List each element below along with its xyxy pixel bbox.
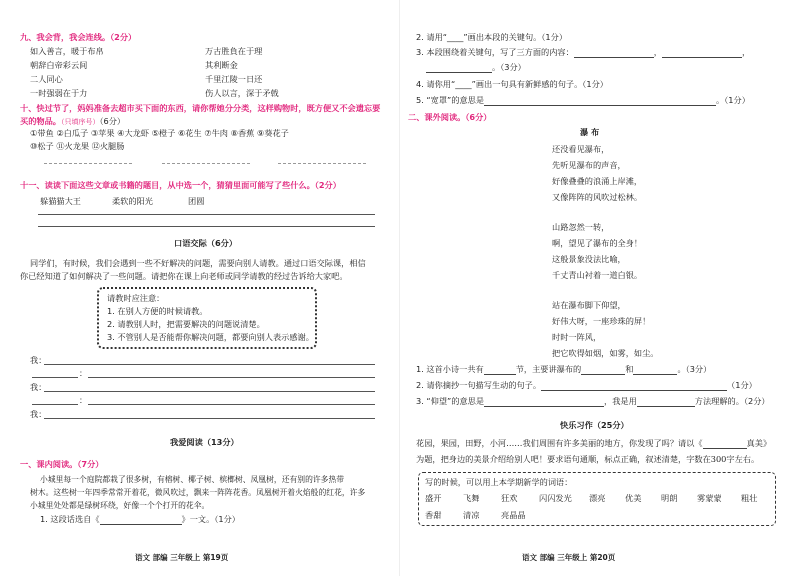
- writing-prompt-1-text: 花园，果园，田野，小河……我们周围有许多美丽的地方，你发现了吗？请以《: [416, 438, 703, 448]
- poem-q2-score: （1分）: [727, 380, 757, 390]
- writing-prompt-1: [416, 438, 771, 449]
- word-bank-word: 闪闪发光: [539, 493, 572, 503]
- q10-hint: （只填序号）: [60, 118, 100, 126]
- poem-s2-l3: 这般景象没法比喻，: [552, 254, 626, 264]
- q10-answer-blank-3[interactable]: [278, 163, 366, 164]
- writing-prompt-2: 为题，把身边的美景介绍给别人吧！要求语句通顺，标点正确，叙述清楚，字数在300字左右。: [416, 454, 760, 464]
- dialog-line-2[interactable]: [88, 377, 375, 378]
- writing-title-blank[interactable]: [703, 440, 747, 449]
- poem-q1-score: 。（3分）: [677, 364, 712, 374]
- reading-q1-score: 》一文。（1分）: [181, 514, 240, 524]
- q10-heading: [20, 102, 385, 129]
- q9-left-1: 如入善言，暖于布帛: [30, 46, 104, 56]
- reading-text-1: 小城里每一个庭院都栽了很多树，有榕树、椰子树、槟榔树、凤凰树，还有别的许多热带: [40, 475, 345, 484]
- word-bank-word: 清凉: [463, 510, 480, 520]
- reading-q3-text: 3. 本段围绕着关键句，写了三方面的内容：: [416, 47, 574, 57]
- reading-q3-score: 。（3分）: [492, 62, 526, 72]
- poem-q2-blank[interactable]: [541, 382, 727, 391]
- reading-q3-blank-1[interactable]: [574, 49, 654, 58]
- reading-q3-blank-2[interactable]: [662, 49, 742, 58]
- q11-heading: 十一、读读下面这些文章或书籍的题目，从中选一个，猜猜里面可能写了些什么。（2分）: [20, 180, 341, 190]
- dialog-colon-4: ：: [79, 395, 88, 405]
- reading-q3-line2: [426, 62, 526, 73]
- dialog-speaker-me-3: 我：: [30, 382, 47, 392]
- reading-q1-text: 1. 这段话选自《: [40, 514, 100, 524]
- right-footer: 语文 部编 三年级上 第20页: [522, 553, 616, 562]
- q9-heading: 九、我会背，我会连线。（2分）: [20, 32, 137, 42]
- poem-q1: [416, 364, 711, 375]
- reading-q5: [416, 95, 750, 106]
- poem-q3-score: 方法理解的。（2分）: [694, 396, 770, 406]
- oral-tip-1: 1. 在别人方便的时候请教。: [107, 306, 208, 316]
- reading-q5-blank[interactable]: [484, 97, 716, 106]
- word-bank-word: 明朗: [661, 493, 678, 503]
- dialog-colon-2: ：: [79, 368, 88, 378]
- q10-score: （6分）: [99, 116, 126, 126]
- poem-s3-l4: 把它吹得如烟，如雾，如尘。: [552, 348, 659, 358]
- q10-answer-blank-1[interactable]: [44, 163, 132, 164]
- poem-s1-l3: 好像叠叠的浪涌上岸滩，: [552, 176, 643, 186]
- oral-tips-box: [97, 287, 317, 349]
- poem-q1-text-2: 节，主要讲瀑布的: [515, 364, 582, 374]
- writing-title: 快乐习作（25分）: [560, 420, 629, 430]
- poem-s2-l1: 山路忽然一转，: [552, 222, 610, 232]
- q9-left-2: 朝辞白帝彩云间: [30, 60, 88, 70]
- poem-q1-blank-2[interactable]: [581, 366, 625, 375]
- poem-s3-l3: 时时一阵风，: [552, 332, 602, 342]
- poem-s3-l1: 站在瀑布脚下仰望，: [552, 300, 626, 310]
- word-bank-word: 雾蒙蒙: [697, 493, 722, 503]
- reading-q5-score: 。（1分）: [716, 95, 750, 105]
- extra-reading-heading: 二、课外阅读。（6分）: [408, 112, 492, 122]
- word-bank-title: 写的时候，可以用上本学期新学的词语：: [425, 477, 573, 487]
- poem-q3-blank-2[interactable]: [637, 398, 695, 407]
- q11-option-2: 柔软的阳光: [112, 196, 153, 206]
- reading-q4: 4. 请你用“____”画出一句具有新鲜感的句子。（1分）: [416, 79, 608, 89]
- poem-q3: [416, 396, 770, 407]
- q9-left-3: 二人同心: [30, 74, 63, 84]
- reading-q3: 3. 本段围绕着关键句，写了三方面的内容： ， ，: [416, 47, 751, 57]
- q11-answer-line-1[interactable]: [38, 214, 375, 215]
- q9-right-2: 其利断金: [205, 60, 238, 70]
- reading-q1: [40, 514, 240, 525]
- oral-para-1: 同学们，有时候，我们会遇到一些不好解决的问题，需要向别人请教。通过口语交际课，相信: [30, 258, 366, 268]
- poem-q2: [416, 380, 757, 391]
- word-bank-word: 香甜: [425, 510, 442, 520]
- poem-s1-l4: 又像阵阵的风吹过松林。: [552, 192, 643, 202]
- word-bank-word: 飞舞: [463, 493, 480, 503]
- q9-right-1: 万古胜負在于理: [205, 46, 263, 56]
- reading-q2: 2. 请用“____”画出本段的关键句。（1分）: [416, 32, 568, 42]
- oral-title: 口语交际（6分）: [174, 238, 238, 248]
- poem-s1-l1: 还没看见瀑布，: [552, 144, 610, 154]
- dialog-speaker-me-1: 我：: [30, 355, 47, 365]
- q10-heading-text: 十、快过节了，妈妈准备去超市买下面的东西，请你帮她分分类，这样购物时，既方便又不会遗忘要买的物品。: [20, 103, 381, 126]
- word-bank-word: 优美: [625, 493, 642, 503]
- poem-q3-text: 3. “仰望”的意思是: [416, 396, 485, 406]
- poem-s3-l2: 好伟大呀，一座珍珠的屏！: [552, 316, 651, 326]
- q10-answer-blank-2[interactable]: [162, 163, 250, 164]
- dialog-line-1[interactable]: [44, 364, 375, 365]
- oral-tip-3: 3. 不管别人是否能帮你解决问题，都要向别人表示感谢。: [107, 332, 314, 342]
- q9-right-4: 伤人以言，深于矛戟: [205, 88, 279, 98]
- q11-answer-line-2[interactable]: [38, 226, 375, 227]
- poem-title: 瀑 布: [580, 127, 600, 137]
- poem-s1-l2: 先听见瀑布的声音，: [552, 160, 626, 170]
- poem-q2-text: 2. 请你摘抄一句描写生动的句子。: [416, 380, 542, 390]
- word-bank-word: 漂亮: [589, 493, 606, 503]
- dialog-line-5[interactable]: [44, 418, 375, 419]
- q11-option-1: 躲猫猫大王: [40, 196, 81, 206]
- reading-q3-blank-3[interactable]: [426, 64, 492, 73]
- poem-q1-blank-3[interactable]: [633, 366, 677, 375]
- poem-q1-text-3: 和: [625, 364, 634, 374]
- q9-right-3: 千里江陵一日还: [205, 74, 263, 84]
- reading-title: 我爱阅读（13分）: [170, 437, 239, 447]
- poem-q3-text-2: ，我是用: [604, 396, 637, 406]
- poem-q3-blank-1[interactable]: [484, 398, 604, 407]
- q11-option-3: 团圆: [188, 196, 205, 206]
- dialog-line-3[interactable]: [44, 391, 375, 392]
- q10-items-row1: ①带鱼 ②白瓜子 ③苹果 ④大龙虾 ⑤橙子 ⑥花生 ⑦牛肉 ⑧香蕉 ⑨葵花子: [30, 128, 289, 138]
- reading-text-2: 树木。这些树一年四季常常开着花，微风吹过，飘来一阵阵花香。凤凰树开着火焰般的红花，许多: [30, 488, 366, 497]
- reading-q1-blank[interactable]: [100, 516, 182, 525]
- oral-tip-2: 2. 请教别人时，把需要解决的问题说清楚。: [107, 319, 265, 329]
- dialog-speaker-blank-2[interactable]: [32, 377, 78, 378]
- right-page: [400, 0, 800, 576]
- poem-s2-l2: 啊，望见了瀑布的全身！: [552, 238, 643, 248]
- word-bank-word: 盛开: [425, 493, 442, 503]
- left-footer: 语文 部编 三年级上 第19页: [135, 553, 229, 562]
- q10-items-row2: ⑩松子 ⑪火龙果 ⑫火腿肠: [30, 141, 125, 151]
- dialog-line-4[interactable]: [88, 404, 375, 405]
- dialog-speaker-blank-4[interactable]: [32, 404, 78, 405]
- reading-text-3: 小城里处处都是绿树环绕，好像一个个打开的花伞。: [30, 501, 210, 510]
- word-bank-word: 狂欢: [501, 493, 518, 503]
- oral-tips-title: 请教时应注意：: [107, 293, 165, 303]
- oral-para-2: 你已经知道了如何解决了一些问题。请把你在课上向老师或同学请教的经过告诉给大家吧。: [20, 271, 348, 281]
- reading-q5-text: 5. “宽罩”的意思是: [416, 95, 485, 105]
- poem-q1-text: 1. 这首小诗一共有: [416, 364, 484, 374]
- dialog-speaker-me-5: 我：: [30, 409, 47, 419]
- q9-left-4: 一时强弱在于力: [30, 88, 88, 98]
- poem-s2-l4: 千丈青山衬着一道白银。: [552, 270, 643, 280]
- poem-q1-blank-1[interactable]: [484, 366, 516, 375]
- word-bank-word: 亮晶晶: [501, 510, 526, 520]
- reading-section-heading: 一、课内阅读。（7分）: [20, 459, 104, 469]
- word-bank-box: [418, 472, 776, 526]
- writing-prompt-1-tail: 真美》: [746, 438, 772, 448]
- word-bank-word: 粗壮: [741, 493, 758, 503]
